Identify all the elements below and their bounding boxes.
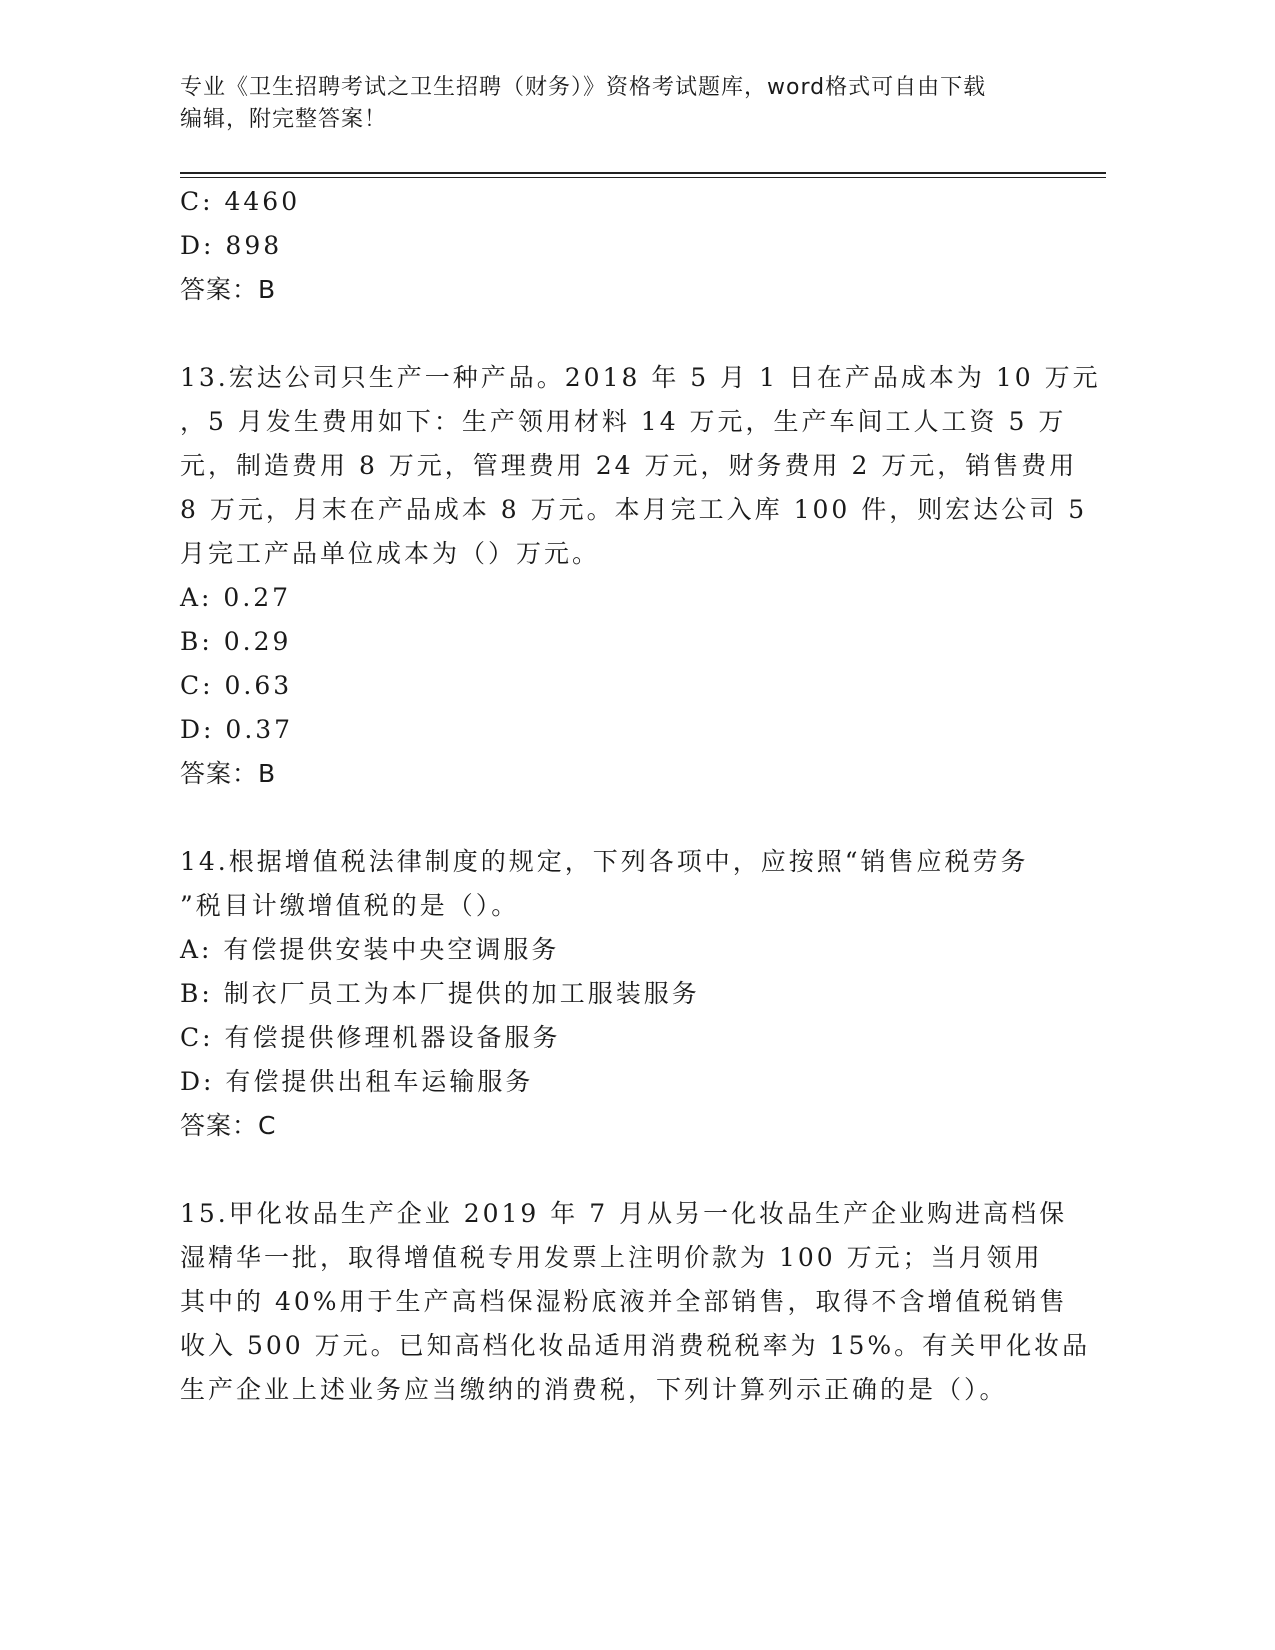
header-rule-thin [180, 177, 1106, 178]
answer-line: 答案：B [180, 759, 277, 788]
spacer [180, 796, 1040, 840]
option-a: A: 有偿提供安装中央空调服务 [180, 935, 560, 964]
option-d: D: 0.37 [180, 715, 294, 744]
question-stem-line: 生产企业上述业务应当缴纳的消费税，下列计算列示正确的是（）。 [180, 1375, 1008, 1404]
header-rule-thick [180, 172, 1106, 174]
option-b: B: 0.29 [180, 627, 292, 656]
option-d: D: 有偿提供出租车运输服务 [180, 1067, 534, 1096]
question-15 [180, 1192, 1091, 1412]
question-stem-line: 元，制造费用 8 万元，管理费用 24 万元，财务费用 2 万元，销售费用 [180, 451, 1078, 480]
spacer [180, 1148, 1040, 1192]
answer-line: 答案：B [180, 275, 277, 304]
question-14 [180, 840, 1040, 1148]
spacer [180, 312, 1040, 356]
question-stem-line: 其中的 40%用于生产高档保湿粉底液并全部销售，取得不含增值税销售 [180, 1287, 1068, 1316]
header-line-1: 专业《卫生招聘考试之卫生招聘（财务）》资格考试题库，word格式可自由下载 [180, 75, 987, 100]
option-c: C: 有偿提供修理机器设备服务 [180, 1023, 561, 1052]
question-stem-line: 月完工产品单位成本为（）万元。 [180, 539, 601, 568]
document-body [180, 180, 1101, 1412]
question-stem-line: 15.甲化妆品生产企业 2019 年 7 月从另一化妆品生产企业购进高档保 [180, 1199, 1068, 1228]
question-stem-line: 14.根据增值税法律制度的规定，下列各项中，应按照“销售应税劳务 [180, 847, 1029, 876]
question-stem-line: ”税目计缴增值税的是（）。 [180, 891, 520, 920]
header-line-2: 编辑，附完整答案！ [180, 107, 388, 132]
answer-line: 答案：C [180, 1111, 277, 1140]
option-c: C: 4460 [180, 187, 301, 216]
option-b: B: 制衣厂员工为本厂提供的加工服装服务 [180, 979, 700, 1008]
question-stem-line: ，5 月发生费用如下：生产领用材料 14 万元，生产车间工人工资 5 万 [180, 407, 1067, 436]
question-stem-line: 13.宏达公司只生产一种产品。2018 年 5 月 1 日在产品成本为 10 万元 [180, 363, 1101, 392]
question-13 [180, 356, 1101, 796]
document-header [180, 72, 1030, 136]
option-d: D: 898 [180, 231, 283, 260]
option-c: C: 0.63 [180, 671, 293, 700]
question-stem-line: 收入 500 万元。已知高档化妆品适用消费税税率为 15%。有关甲化妆品 [180, 1331, 1091, 1360]
option-a: A: 0.27 [180, 583, 292, 612]
question-stem-line: 8 万元，月末在产品成本 8 万元。本月完工入库 100 件，则宏达公司 5 [180, 495, 1088, 524]
prev-question [180, 180, 1040, 312]
question-stem-line: 湿精华一批，取得增值税专用发票上注明价款为 100 万元；当月领用 [180, 1243, 1043, 1272]
